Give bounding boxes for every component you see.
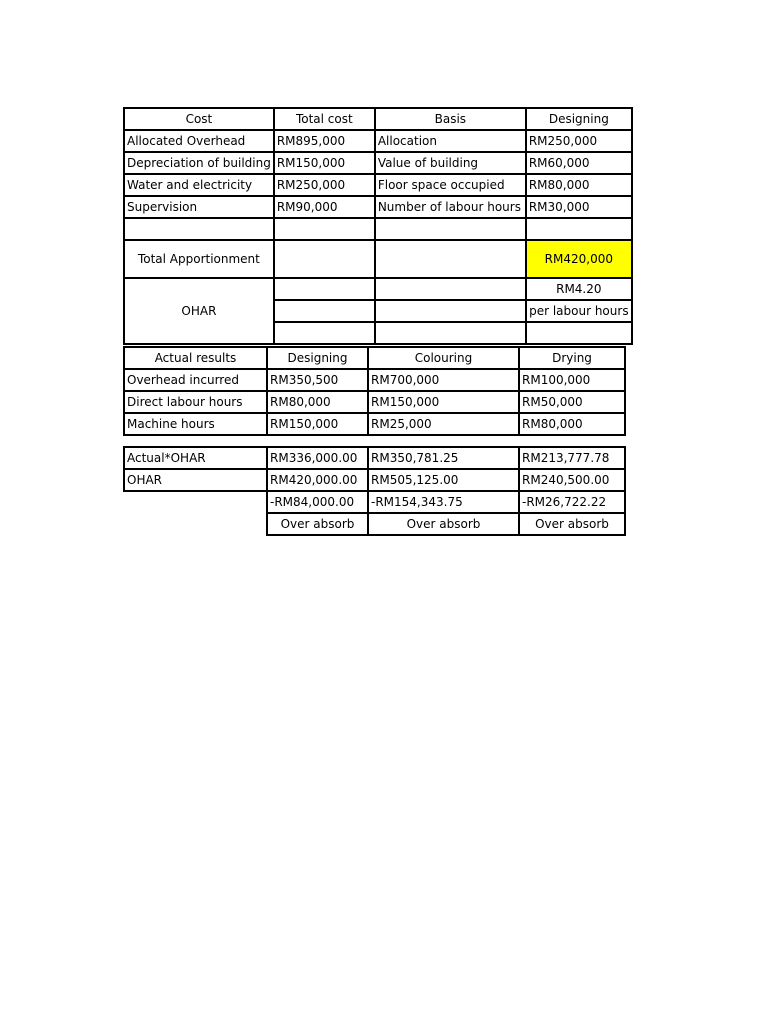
table-cell[interactable]: RM420,000.00 bbox=[267, 469, 368, 491]
table-cell[interactable]: Actual*OHAR bbox=[124, 447, 267, 469]
absorption-table bbox=[123, 446, 626, 536]
difference-row bbox=[124, 491, 625, 513]
difference-cell[interactable]: -RM84,000.00 bbox=[267, 491, 368, 513]
table-cell[interactable]: Number of labour hours bbox=[375, 196, 526, 218]
table-cell[interactable] bbox=[375, 300, 526, 322]
table-cell[interactable]: RM505,125.00 bbox=[368, 469, 519, 491]
table-cell[interactable] bbox=[375, 278, 526, 300]
table-cell[interactable]: RM60,000 bbox=[526, 152, 632, 174]
result-row bbox=[124, 513, 625, 535]
table-header-row bbox=[124, 108, 632, 130]
table-row-blank bbox=[124, 218, 632, 240]
table-cell[interactable]: Allocated Overhead bbox=[124, 130, 274, 152]
table-row bbox=[124, 369, 625, 391]
difference-cell[interactable]: -RM154,343.75 bbox=[368, 491, 519, 513]
table-cell[interactable]: Machine hours bbox=[124, 413, 267, 435]
header-cell[interactable]: Actual results bbox=[124, 347, 267, 369]
table-cell[interactable]: RM25,000 bbox=[368, 413, 519, 435]
table-cell[interactable]: Depreciation of building bbox=[124, 152, 274, 174]
table-row bbox=[124, 469, 625, 491]
table-cell[interactable]: Floor space occupied bbox=[375, 174, 526, 196]
table-cell[interactable]: OHAR bbox=[124, 469, 267, 491]
table-cell[interactable]: RM350,781.25 bbox=[368, 447, 519, 469]
empty-cell bbox=[124, 491, 267, 513]
table-cell[interactable]: RM30,000 bbox=[526, 196, 632, 218]
total-apportionment-label[interactable]: Total Apportionment bbox=[124, 240, 274, 278]
table-cell[interactable]: RM350,500 bbox=[267, 369, 368, 391]
table-cell[interactable]: RM80,000 bbox=[267, 391, 368, 413]
ohar-label[interactable]: OHAR bbox=[124, 278, 274, 344]
table-row bbox=[124, 174, 632, 196]
table-row bbox=[124, 391, 625, 413]
table-cell[interactable] bbox=[526, 218, 632, 240]
table-cell[interactable] bbox=[526, 322, 632, 344]
table-cell[interactable] bbox=[375, 240, 526, 278]
result-cell[interactable]: Over absorb bbox=[519, 513, 625, 535]
empty-cell bbox=[124, 513, 267, 535]
header-cell[interactable]: Designing bbox=[267, 347, 368, 369]
total-apportionment-row bbox=[124, 240, 632, 278]
ohar-row bbox=[124, 278, 632, 300]
header-cell[interactable]: Cost bbox=[124, 108, 274, 130]
table-cell[interactable]: Direct labour hours bbox=[124, 391, 267, 413]
table-cell[interactable]: RM90,000 bbox=[274, 196, 375, 218]
table-cell[interactable]: RM150,000 bbox=[368, 391, 519, 413]
header-cell[interactable]: Designing bbox=[526, 108, 632, 130]
ohar-value[interactable]: RM4.20 bbox=[526, 278, 632, 300]
table-row bbox=[124, 152, 632, 174]
result-cell[interactable]: Over absorb bbox=[267, 513, 368, 535]
table-cell[interactable]: RM240,500.00 bbox=[519, 469, 625, 491]
table-row bbox=[124, 413, 625, 435]
table-cell[interactable] bbox=[274, 300, 375, 322]
table-cell[interactable] bbox=[375, 322, 526, 344]
table-cell[interactable]: RM150,000 bbox=[267, 413, 368, 435]
table-cell[interactable]: RM250,000 bbox=[526, 130, 632, 152]
table-row bbox=[124, 196, 632, 218]
table-cell[interactable]: Allocation bbox=[375, 130, 526, 152]
table-cell[interactable]: RM895,000 bbox=[274, 130, 375, 152]
result-cell[interactable]: Over absorb bbox=[368, 513, 519, 535]
ohar-unit[interactable]: per labour hours bbox=[526, 300, 632, 322]
table-cell[interactable]: Value of building bbox=[375, 152, 526, 174]
table-cell[interactable]: Water and electricity bbox=[124, 174, 274, 196]
table-cell[interactable] bbox=[124, 218, 274, 240]
table-row bbox=[124, 447, 625, 469]
header-cell[interactable]: Drying bbox=[519, 347, 625, 369]
table-cell[interactable]: RM100,000 bbox=[519, 369, 625, 391]
table-cell[interactable]: RM250,000 bbox=[274, 174, 375, 196]
table-cell[interactable]: Overhead incurred bbox=[124, 369, 267, 391]
table-cell[interactable]: RM50,000 bbox=[519, 391, 625, 413]
table-row bbox=[124, 130, 632, 152]
table-cell[interactable]: RM80,000 bbox=[526, 174, 632, 196]
table-cell[interactable]: Supervision bbox=[124, 196, 274, 218]
table-cell[interactable]: RM700,000 bbox=[368, 369, 519, 391]
table-header-row bbox=[124, 347, 625, 369]
difference-cell[interactable]: -RM26,722.22 bbox=[519, 491, 625, 513]
header-cell[interactable]: Basis bbox=[375, 108, 526, 130]
apportionment-table bbox=[123, 107, 633, 345]
total-apportionment-value[interactable]: RM420,000 bbox=[526, 240, 632, 278]
table-cell[interactable] bbox=[274, 218, 375, 240]
table-cell[interactable]: RM80,000 bbox=[519, 413, 625, 435]
header-cell[interactable]: Colouring bbox=[368, 347, 519, 369]
table-cell[interactable]: RM213,777.78 bbox=[519, 447, 625, 469]
table-cell[interactable] bbox=[274, 278, 375, 300]
table-cell[interactable]: RM150,000 bbox=[274, 152, 375, 174]
actual-results-table bbox=[123, 346, 626, 436]
table-cell[interactable] bbox=[274, 322, 375, 344]
table-cell[interactable]: RM336,000.00 bbox=[267, 447, 368, 469]
table-cell[interactable] bbox=[274, 240, 375, 278]
table-cell[interactable] bbox=[375, 218, 526, 240]
header-cell[interactable]: Total cost bbox=[274, 108, 375, 130]
